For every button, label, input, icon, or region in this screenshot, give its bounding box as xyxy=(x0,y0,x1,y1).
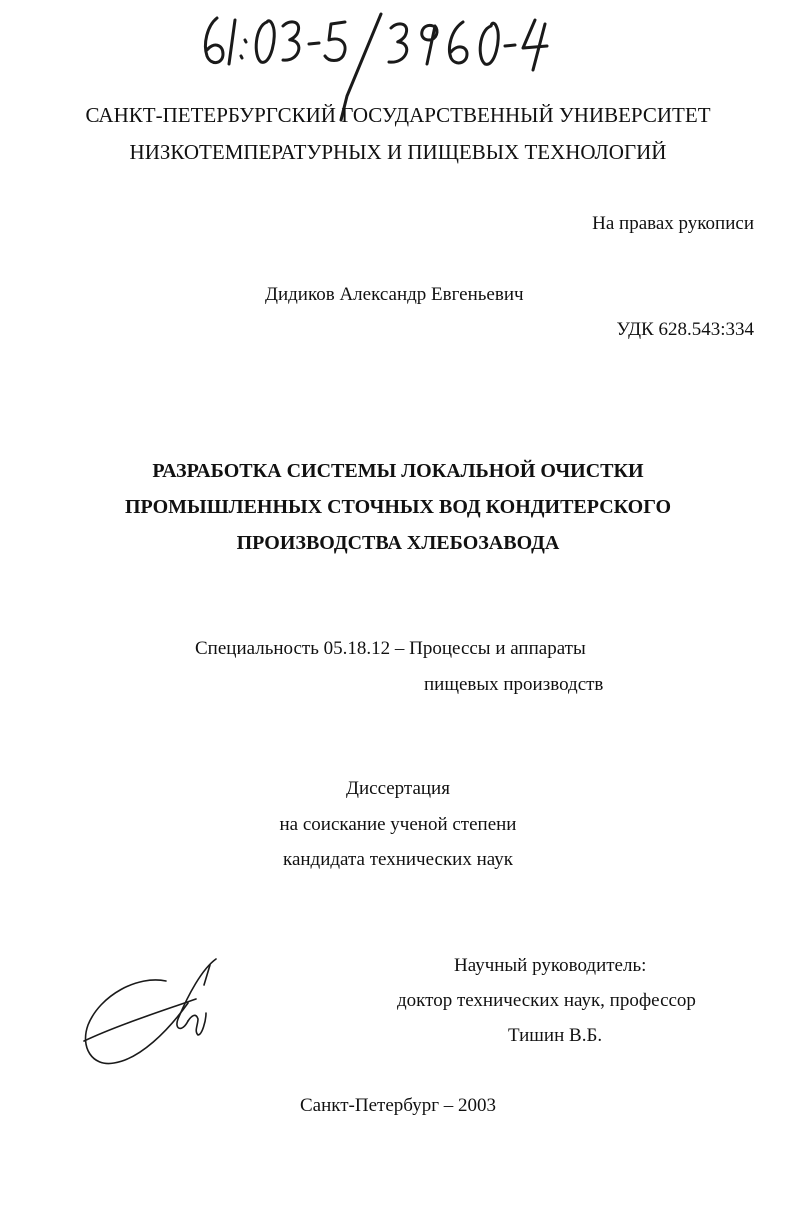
rights-note: На правах рукописи xyxy=(592,213,754,234)
dissertation-title-line-2: ПРОМЫШЛЕННЫХ СТОЧНЫХ ВОД КОНДИТЕРСКОГО xyxy=(124,496,672,518)
author-name: Дидиков Александр Евгеньевич xyxy=(265,284,524,305)
specialty-line-1: Специальность 05.18.12 – Процессы и аппараты xyxy=(195,638,586,659)
dissertation-type-line-1: Диссертация xyxy=(346,778,450,799)
city-year: Санкт-Петербург – 2003 xyxy=(299,1095,496,1116)
specialty-line-2: пищевых производств xyxy=(424,674,604,695)
dissertation-type-line-2: на соискание ученой степени xyxy=(279,814,517,835)
supervisor-label: Научный руководитель: xyxy=(454,955,647,976)
handwritten-signature xyxy=(78,955,228,1075)
dissertation-title-line-3: ПРОИЗВОДСТВА ХЛЕБОЗАВОДА xyxy=(236,532,560,554)
dissertation-title-line-1: РАЗРАБОТКА СИСТЕМЫ ЛОКАЛЬНОЙ ОЧИСТКИ xyxy=(152,460,644,482)
udc-code: УДК 628.543:334 xyxy=(616,319,754,340)
dissertation-type-line-3: кандидата технических наук xyxy=(283,849,513,870)
supervisor-degree: доктор технических наук, профессор xyxy=(397,990,696,1011)
university-name-line-1: САНКТ-ПЕТЕРБУРГСКИЙ ГОСУДАРСТВЕННЫЙ УНИВЕРСИТЕТ xyxy=(85,103,711,127)
supervisor-name: Тишин В.Б. xyxy=(508,1025,603,1046)
university-name-line-2: НИЗКОТЕМПЕРАТУРНЫХ И ПИЩЕВЫХ ТЕХНОЛОГИЙ xyxy=(129,140,667,164)
